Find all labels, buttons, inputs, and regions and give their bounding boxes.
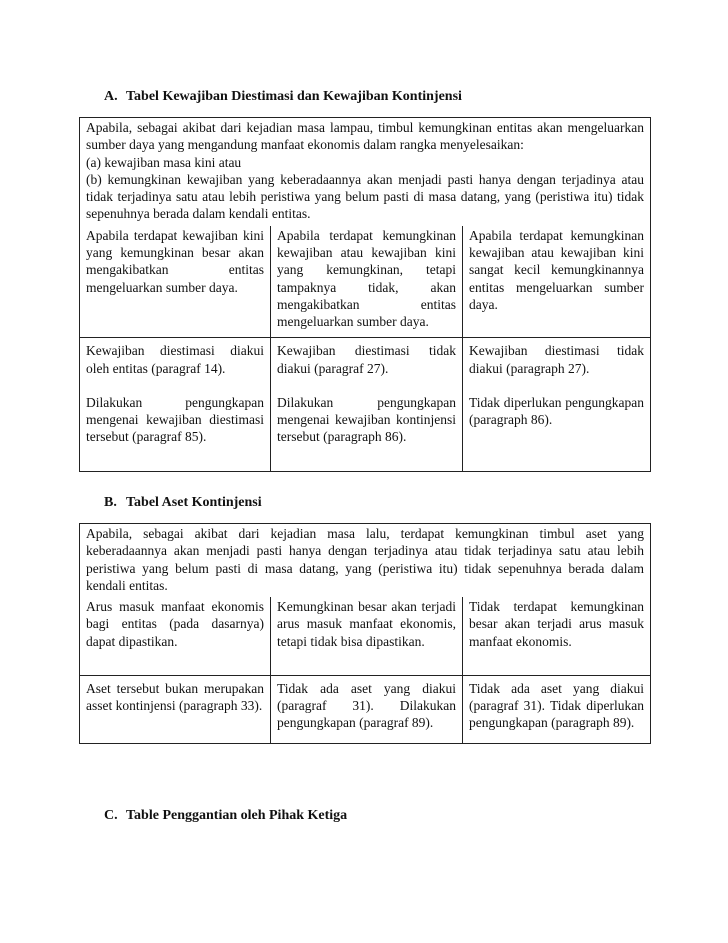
disclosure-text: Dilakukan pengungkapan mengenai kewajiban diestimasi tersebut (paragraf 85).: [86, 394, 264, 445]
liabilities-condition-cell: Apabila terdapat kemungkinan kewajiban atau kewajiban kini yang kemungkinan, tetapi tampaknya tidak, akan mengakibatkan entitas mengeluarkan sumber daya.: [271, 226, 463, 338]
liabilities-treatment-cell: [80, 338, 271, 472]
recognition-text: Kewajiban diestimasi tidak diakui (paragraf 27).: [277, 343, 456, 376]
recognition-text: Kewajiban diestimasi diakui oleh entitas (paragraf 14).: [86, 343, 264, 376]
section-c-label: C.: [104, 808, 118, 823]
section-b-heading: [104, 495, 262, 511]
assets-condition-cell: Kemungkinan besar akan terjadi arus masuk manfaat ekonomis, tetapi tidak bisa dipastikan.: [271, 597, 463, 675]
section-a-title: Tabel Kewajiban Diestimasi dan Kewajiban Kontinjensi: [126, 89, 462, 104]
section-b-label: B.: [104, 495, 117, 510]
liabilities-treatment-cell: [271, 338, 463, 472]
liabilities-intro-item-b: (b) kemungkinan kewajiban yang keberadaannya akan menjadi pasti hanya dengan terjadinya atau tidak terjadinya satu atau lebih peristiwa yang belum pasti di masa datang, yang (peristiwa itu) tidak sepenuhnya berada dalam kendali entitas.: [86, 171, 645, 222]
assets-condition-cell: Tidak terdapat kemungkinan besar akan terjadi arus masuk manfaat ekonomis.: [463, 597, 651, 675]
section-a-label: A.: [104, 89, 118, 104]
assets-treatment-cell: Tidak ada aset yang diakui (paragraf 31). Tidak diperlukan pengungkapan (paragraph 89).: [463, 675, 651, 743]
liabilities-intro-text: Apabila, sebagai akibat dari kejadian masa lampau, timbul kemungkinan entitas akan mengeluarkan sumber daya yang mengandung manfaat ekonomis dalam rangka menyelesaikan:: [86, 120, 645, 153]
assets-intro-cell: Apabila, sebagai akibat dari kejadian masa lalu, terdapat kemungkinan timbul aset yang keberadaannya akan menjadi pasti hanya dengan terjadinya atau tidak terjadinya satu atau lebih peristiwa yang belum pasti di masa datang, yang (peristiwa itu) tidak sepenuhnya berada dalam kendali entitas.: [80, 524, 651, 598]
contingent-assets-table: [79, 523, 651, 744]
assets-condition-cell: Arus masuk manfaat ekonomis bagi entitas (pada dasarnya) dapat dipastikan.: [80, 597, 271, 675]
section-b-title: Tabel Aset Kontinjensi: [126, 495, 262, 510]
section-c-title: Table Penggantian oleh Pihak Ketiga: [126, 808, 348, 823]
liabilities-treatment-cell: [463, 338, 651, 472]
disclosure-text: Dilakukan pengungkapan mengenai kewajiban kontinjensi tersebut (paragraph 86).: [277, 394, 456, 445]
liabilities-intro-cell: [80, 118, 651, 226]
section-a-heading: [104, 89, 462, 105]
liabilities-condition-cell: Apabila terdapat kewajiban kini yang kemungkinan besar akan mengakibatkan entitas mengeluarkan sumber daya.: [80, 226, 271, 338]
disclosure-text: Tidak diperlukan pengungkapan (paragraph 86).: [469, 394, 645, 428]
recognition-text: Kewajiban diestimasi tidak diakui (paragraph 27).: [469, 343, 645, 376]
liabilities-condition-cell: Apabila terdapat kemungkinan kewajiban atau kewajiban kini sangat kecil kemungkinannya entitas mengeluarkan sumber daya.: [463, 226, 651, 338]
liabilities-intro-item-a: (a) kewajiban masa kini atau: [86, 154, 242, 170]
liabilities-table: [79, 117, 651, 472]
assets-treatment-cell: Tidak ada aset yang diakui (paragraf 31). Dilakukan pengungkapan (paragraf 89).: [271, 675, 463, 743]
section-c-heading: [104, 808, 347, 824]
assets-treatment-cell: Aset tersebut bukan merupakan asset kontinjensi (paragraph 33).: [80, 675, 271, 743]
